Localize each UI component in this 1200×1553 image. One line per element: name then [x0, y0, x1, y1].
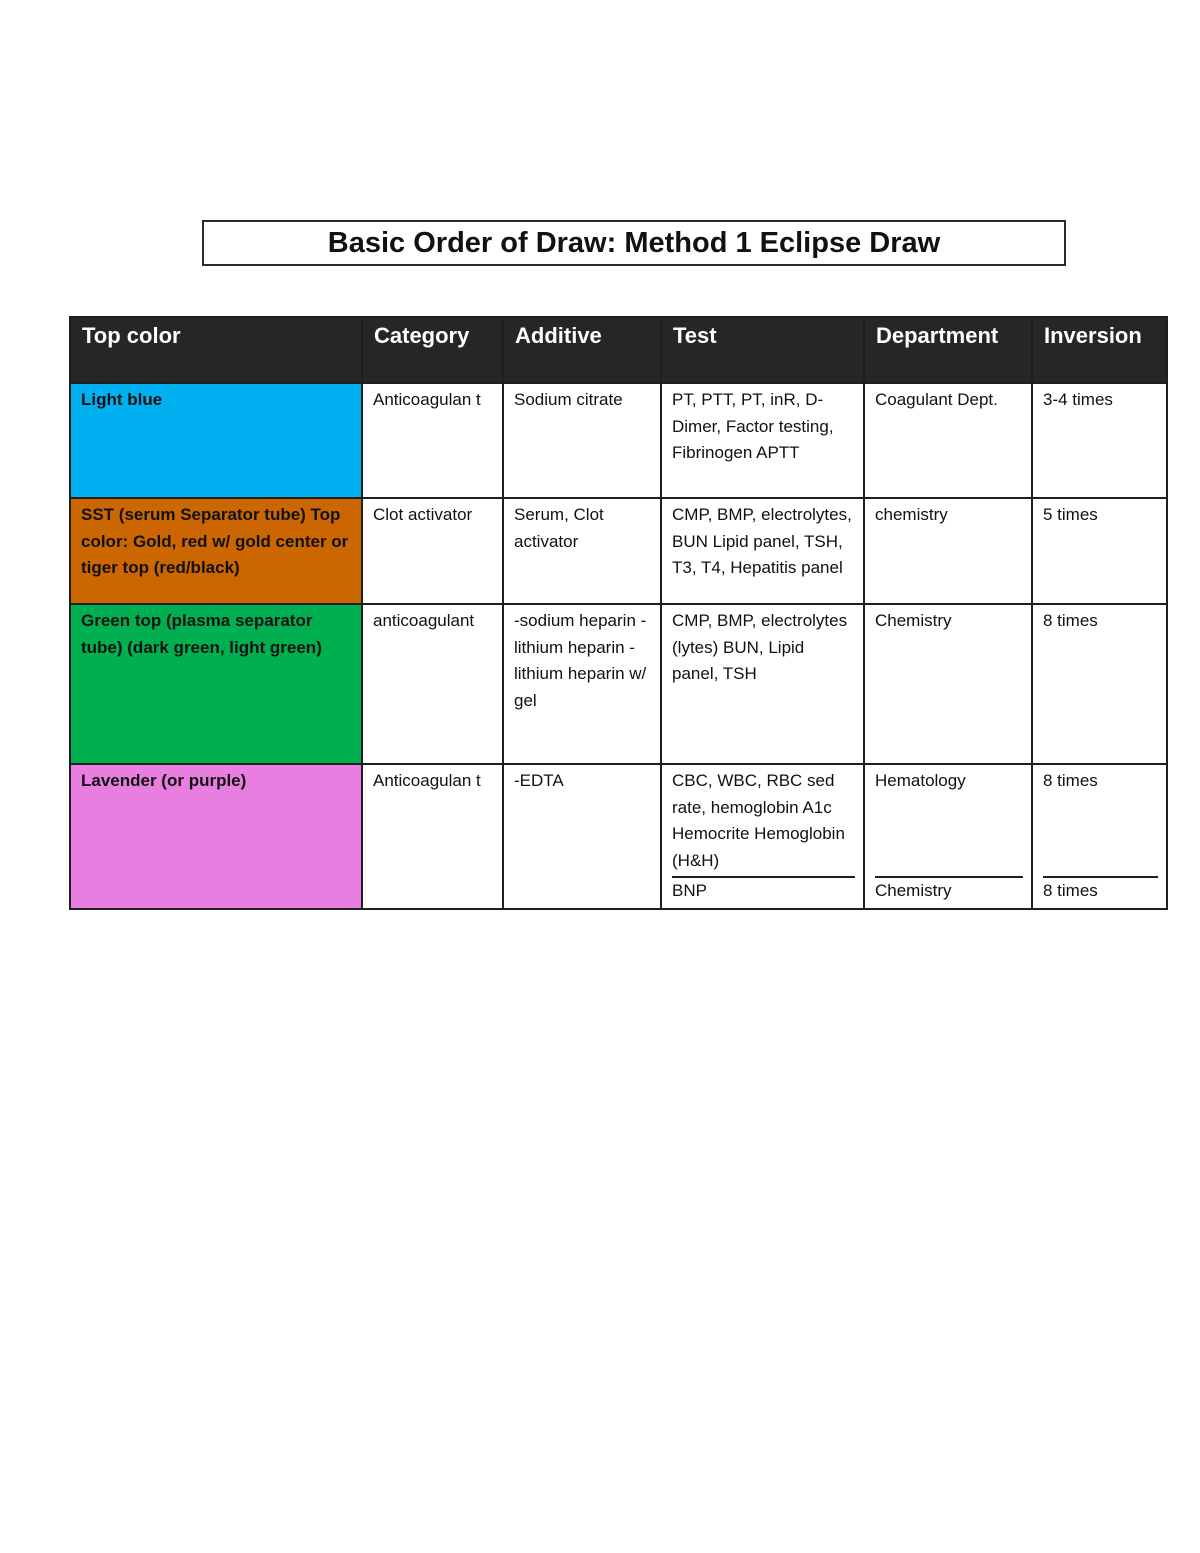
header-test: Test	[661, 317, 864, 383]
test-main: CBC, WBC, RBC sed rate, hemoglobin A1c Hemocrite Hemoglobin (H&H)	[672, 771, 845, 870]
order-of-draw-table	[69, 316, 1168, 910]
inversion-main: 8 times	[1043, 771, 1098, 790]
inversion-cell: 8 times	[1032, 604, 1167, 764]
page-title: Basic Order of Draw: Method 1 Eclipse Draw	[327, 226, 941, 259]
header-category: Category	[362, 317, 503, 383]
test-cell: CMP, BMP, electrolytes, BUN Lipid panel, TSH, T3, T4, Hepatitis panel	[661, 498, 864, 604]
test-extra: BNP	[672, 876, 855, 905]
department-extra: Chemistry	[875, 876, 1023, 905]
department-cell	[864, 764, 1032, 909]
additive-cell: -sodium heparin -lithium heparin -lithium heparin w/ gel	[503, 604, 661, 764]
test-cell: CMP, BMP, electrolytes (lytes) BUN, Lipid panel, TSH	[661, 604, 864, 764]
additive-cell: Sodium citrate	[503, 383, 661, 498]
header-row	[70, 317, 1167, 383]
category-cell: Anticoagulan t	[362, 764, 503, 909]
table-row	[70, 498, 1167, 604]
table-row	[70, 383, 1167, 498]
category-cell: Clot activator	[362, 498, 503, 604]
additive-cell: Serum, Clot activator	[503, 498, 661, 604]
additive-cell: -EDTA	[503, 764, 661, 909]
department-main: Hematology	[875, 771, 966, 790]
test-cell: PT, PTT, PT, inR, D-Dimer, Factor testing, Fibrinogen APTT	[661, 383, 864, 498]
top-color-label: Light blue	[81, 390, 163, 409]
inversion-extra: 8 times	[1043, 876, 1158, 905]
top-color-cell	[70, 604, 362, 764]
department-cell: Coagulant Dept.	[864, 383, 1032, 498]
inversion-cell: 3-4 times	[1032, 383, 1167, 498]
top-color-cell	[70, 764, 362, 909]
category-cell: Anticoagulan t	[362, 383, 503, 498]
top-color-label: Lavender (or purple)	[81, 771, 247, 790]
top-color-cell	[70, 383, 362, 498]
header-department: Department	[864, 317, 1032, 383]
header-inversion: Inversion	[1032, 317, 1167, 383]
inversion-cell: 5 times	[1032, 498, 1167, 604]
test-cell	[661, 764, 864, 909]
inversion-cell	[1032, 764, 1167, 909]
category-cell: anticoagulant	[362, 604, 503, 764]
top-color-label: Green top (plasma separator tube) (dark green, light green)	[81, 611, 322, 657]
header-additive: Additive	[503, 317, 661, 383]
table-row	[70, 604, 1167, 764]
table-row	[70, 764, 1167, 909]
top-color-cell	[70, 498, 362, 604]
top-color-label: SST (serum Separator tube) Top color: Gold, red w/ gold center or tiger top (red/black)	[81, 505, 349, 577]
title-box	[202, 220, 1066, 266]
department-cell: chemistry	[864, 498, 1032, 604]
department-cell: Chemistry	[864, 604, 1032, 764]
header-top-color: Top color	[70, 317, 362, 383]
